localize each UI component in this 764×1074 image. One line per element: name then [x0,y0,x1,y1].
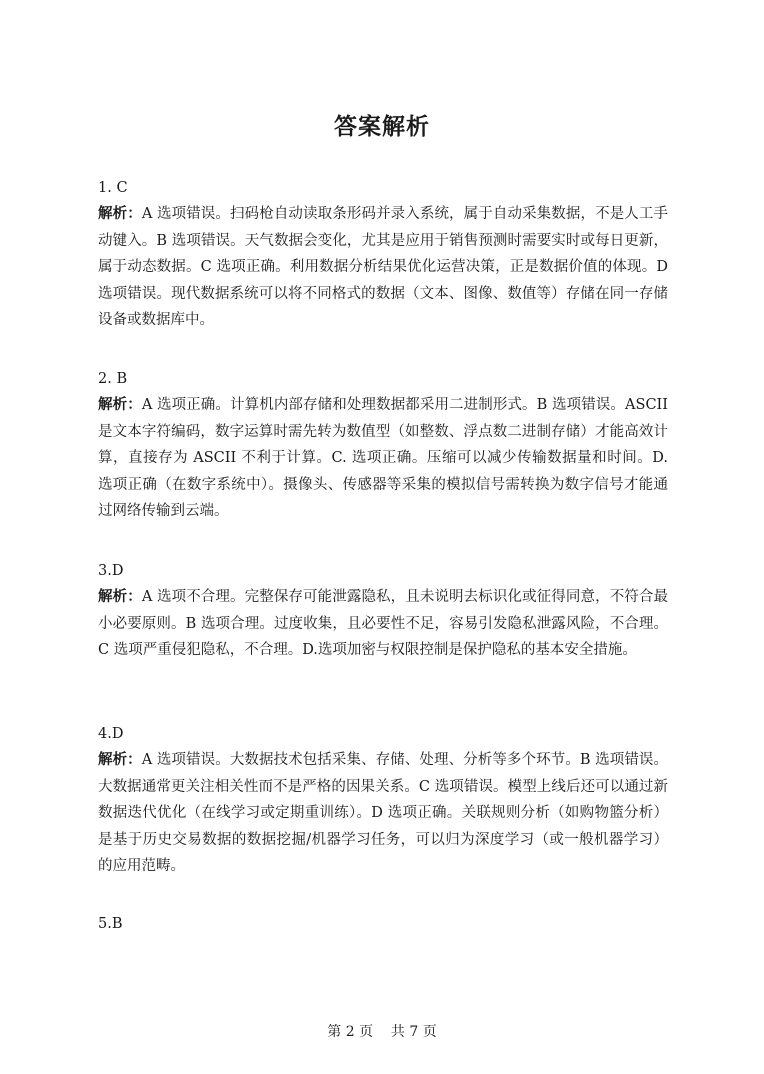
answer-item-2 [98,366,668,525]
page-title: 答案解析 [334,114,430,140]
answer-item-4 [98,721,668,880]
answer-number: 1. C [98,180,128,196]
answer-item-5 [98,911,668,937]
explanation-text: A 选项错误。大数据技术包括采集、存储、处理、分析等多个环节。B 选项错误。大数据通常更关注相关性而不是严格的因果关系。C 选项错误。模型上线后还可以通过新数据迭代优化（在线学习或定期重训练）。D 选项正确。关联规则分析（如购物篮分析）是基于历史交易数据的数据挖掘/机器学习任务，可以归为深度学习（或一般机器学习）的应用范畴。 [98,752,668,875]
answer-explanation [98,201,668,334]
answer-number: 5.B [98,916,123,932]
explanation-text: A 选项错误。扫码枪自动读取条形码并录入系统，属于自动采集数据，不是人工手动键入。B 选项错误。天气数据会变化，尤其是应用于销售预测时需要实时或每日更新，属于动态数据。C 选项正确。利用数据分析结果优化运营决策，正是数据价值的体现。D 选项错误。现代数据系统可以将不同格式的数据（文本、图像、数值等）存储在同一存储设备或数据库中。 [98,206,669,329]
analysis-label: 解析： [98,397,142,413]
answer-explanation [98,392,668,525]
answer-explanation [98,747,668,880]
explanation-text: A 选项正确。计算机内部存储和处理数据都采用二进制形式。B 选项错误。ASCII 是文本字符编码，数字运算时需先转为数值型（如整数、浮点数二进制存储）才能高效计算，直接存为 ASCII 不利于计算。C. 选项正确。压缩可以减少传输数据量和时间。D. 选项正确（在数字系统中）。摄像头、传感器等采集的模拟信号需转换为数字信号才能通过网络传输到云端。 [98,397,668,520]
analysis-label: 解析： [98,589,142,605]
answer-item-1 [98,175,668,334]
answer-number: 3.D [98,563,124,579]
explanation-text: A 选项不合理。完整保存可能泄露隐私，且未说明去标识化或征得同意，不符合最小必要原则。B 选项合理。过度收集，且必要性不足，容易引发隐私泄露风险，不合理。C 选项严重侵犯隐私，不合理。D.选项加密与权限控制是保护隐私的基本安全措施。 [98,589,669,659]
answer-explanation [98,584,668,664]
answer-number: 2. B [98,371,128,387]
page-footer: 第 2 页 共 7 页 [327,1024,437,1040]
answer-number: 4.D [98,726,124,742]
analysis-label: 解析： [98,752,142,768]
answer-item-3 [98,558,668,664]
analysis-label: 解析： [98,206,142,222]
